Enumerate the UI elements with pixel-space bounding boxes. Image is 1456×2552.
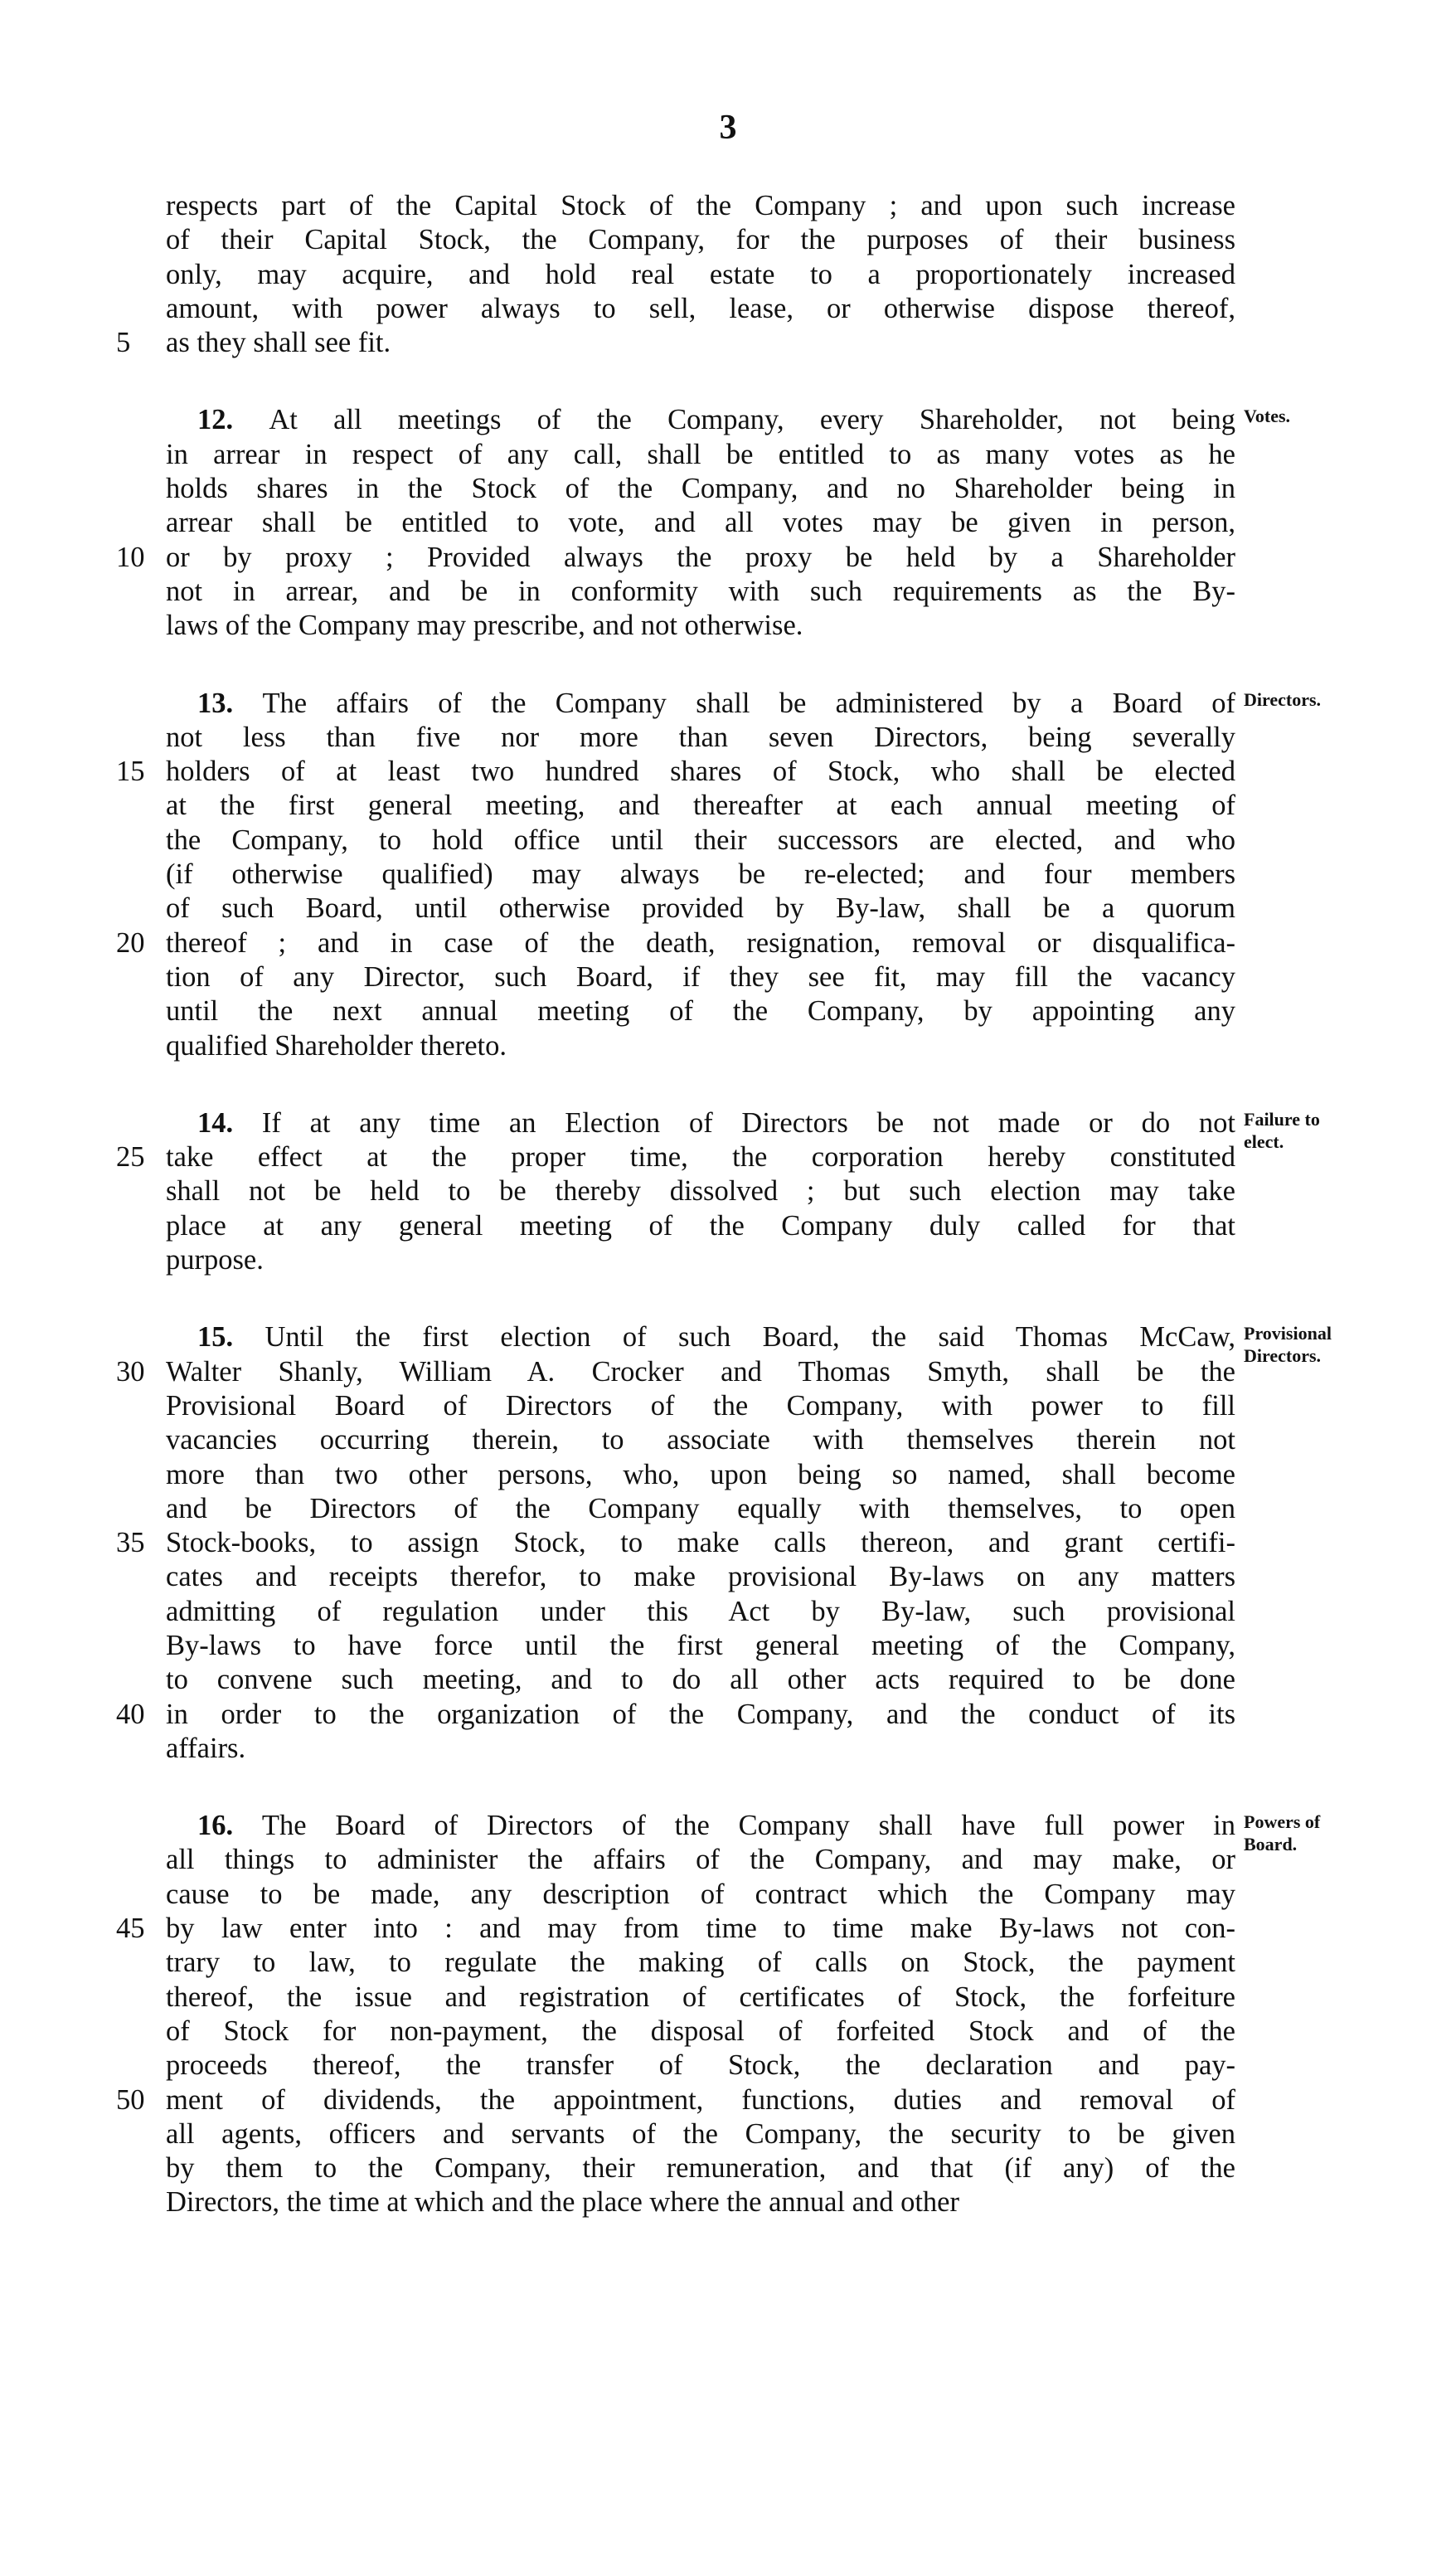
- text-line: [116, 1355, 1235, 1389]
- text-line: [166, 258, 1235, 292]
- section-number: 15.: [197, 1321, 265, 1354]
- text-line: [116, 326, 1235, 360]
- line-text: shall not be held to be thereby dissolved ; but such election may take: [166, 1175, 1235, 1208]
- line-text: arrear shall be entitled to vote, and all votes may be given in person,: [166, 507, 1235, 539]
- text-line: [166, 1878, 1235, 1912]
- text-line: [166, 2049, 1235, 2083]
- line-text: of their Capital Stock, the Company, for the purposes of their business: [166, 224, 1235, 256]
- line-text: only, may acquire, and hold real estate to a proportionately increased: [166, 258, 1235, 290]
- line-text: holds shares in the Stock of the Company, and no Shareholder being in: [166, 473, 1235, 505]
- section-number: 14.: [197, 1106, 262, 1139]
- line-text: place at any general meeting of the Company duly called for that: [166, 1209, 1235, 1242]
- section-14: [116, 1106, 1320, 1277]
- line-text: qualified Shareholder thereto.: [166, 1029, 507, 1062]
- line-text: laws of the Company may prescribe, and not otherwise.: [166, 610, 803, 642]
- text-line: [166, 2117, 1235, 2151]
- text-line: [116, 755, 1235, 789]
- line-number: 40: [116, 1698, 145, 1730]
- text-line: [166, 472, 1235, 506]
- line-text: respects part of the Capital Stock of the Company ; and upon such increase: [166, 190, 1235, 221]
- line-text: vacancies occurring therein, to associate with themselves therein not: [166, 1424, 1235, 1456]
- text-line: [166, 1389, 1235, 1423]
- text-line: [166, 438, 1235, 472]
- line-text: in order to the organization of the Company, and the conduct of its: [166, 1698, 1235, 1730]
- line-text: by them to the Company, their remuneration, and that (if any) of the: [166, 2152, 1235, 2185]
- text-line: [166, 575, 1235, 609]
- text-line: [116, 1140, 1235, 1174]
- line-text: to convene such meeting, and to do all other acts required to be done: [166, 1664, 1235, 1696]
- section-13: [116, 687, 1322, 1063]
- section-number: 13.: [197, 687, 263, 719]
- line-text: proceeds thereof, the transfer of Stock, the declaration and pay-: [166, 2049, 1235, 2082]
- text-line: [166, 403, 1291, 437]
- page-number: 3: [719, 109, 737, 147]
- line-text: holders of at least two hundred shares of Stock, who shall be elected: [166, 756, 1235, 788]
- text-line: [166, 721, 1235, 755]
- line-text: ment of dividends, the appointment, functions, duties and removal of: [166, 2083, 1235, 2116]
- line-text: in arrear in respect of any call, shall be entitled to as many votes as he: [166, 438, 1235, 470]
- text-line: [166, 858, 1235, 892]
- line-number: 15: [116, 756, 145, 788]
- margin-note: Votes.: [1244, 406, 1291, 427]
- text-line: [116, 1912, 1235, 1946]
- text-line: [166, 892, 1235, 926]
- text-line: [166, 2015, 1235, 2049]
- text-line: [166, 1732, 1235, 1766]
- margin-note: Directors.: [1244, 688, 1322, 710]
- text-line: [166, 292, 1235, 326]
- line-text: the Company, to hold office until their successors are elected, and who: [166, 824, 1235, 856]
- text-line: [166, 1629, 1235, 1663]
- line-text: all agents, officers and servants of the Company, the security to be given: [166, 2117, 1235, 2150]
- line-text: Directors, the time at which and the place where the annual and other: [166, 2186, 959, 2219]
- line-text: Walter Shanly, William A. Crocker and Thomas Smyth, shall be the: [166, 1355, 1235, 1388]
- line-number: 30: [116, 1355, 145, 1388]
- text-line: [166, 789, 1235, 823]
- margin-note: Provisional Directors.: [1244, 1323, 1332, 1367]
- line-number: 25: [116, 1141, 145, 1174]
- line-text: The affairs of the Company shall be administered by a Board of: [262, 687, 1235, 719]
- text-line: [166, 824, 1235, 858]
- line-text: By-laws to have force until the first general meeting of the Company,: [166, 1629, 1235, 1661]
- text-line: [116, 926, 1235, 960]
- line-text: as they shall see fit.: [166, 327, 391, 359]
- line-text: The Board of Directors of the Company shall have full power in: [261, 1810, 1236, 1842]
- margin-note: Failure to elect.: [1244, 1108, 1320, 1152]
- line-text: more than two other persons, who, upon being so named, shall become: [166, 1458, 1235, 1490]
- line-number: 35: [116, 1527, 145, 1559]
- line-text: not in arrear, and be in conformity with such requirements as the By-: [166, 575, 1235, 607]
- line-text: If at any time an Election of Directors be not made or do not: [261, 1106, 1236, 1139]
- text-line: [116, 1698, 1235, 1732]
- text-line: [166, 687, 1322, 721]
- section-15: [116, 1320, 1332, 1766]
- text-line: [166, 1946, 1235, 1980]
- text-line: [166, 1843, 1235, 1877]
- text-line: [166, 1209, 1235, 1243]
- line-text: cates and receipts therefor, to make provisional By-laws on any matters: [166, 1561, 1235, 1593]
- text-line: [166, 1320, 1332, 1367]
- text-line: [116, 541, 1235, 575]
- section-number: 12.: [197, 404, 269, 436]
- text-line: [166, 994, 1235, 1028]
- text-line: [166, 506, 1235, 540]
- text-line: [166, 1423, 1235, 1457]
- text-line: [166, 960, 1235, 994]
- line-text: tion of any Director, such Board, if they see fit, may fill the vacancy: [166, 960, 1235, 993]
- text-line: [166, 609, 1235, 643]
- text-line: [166, 1595, 1235, 1629]
- line-number: 5: [116, 327, 131, 359]
- line-text: and be Directors of the Company equally with themselves, to open: [166, 1492, 1235, 1524]
- line-number: 20: [116, 926, 145, 959]
- line-text: not less than five nor more than seven Directors, being severally: [166, 721, 1235, 753]
- line-text: by law enter into : and may from time to time make By-laws not con-: [166, 1913, 1235, 1945]
- line-text: amount, with power always to sell, lease, or otherwise dispose thereof,: [166, 292, 1235, 324]
- text-line: [166, 223, 1235, 257]
- line-text: (if otherwise qualified) may always be re-elected; and four members: [166, 858, 1235, 891]
- section-number: 16.: [197, 1810, 262, 1842]
- line-text: take effect at the proper time, the corporation hereby constituted: [166, 1141, 1235, 1174]
- line-text: purpose.: [166, 1244, 264, 1276]
- line-number: 45: [116, 1913, 145, 1945]
- line-text: Until the first election of such Board, the said Thomas McCaw,: [265, 1321, 1235, 1354]
- line-number: 50: [116, 2083, 145, 2116]
- text-line: [166, 1560, 1235, 1594]
- line-text: of Stock for non-payment, the disposal of forfeited Stock and of the: [166, 2015, 1235, 2047]
- text-line: [116, 1526, 1235, 1560]
- section-16: [116, 1809, 1321, 2220]
- text-line: [166, 1809, 1321, 1855]
- text-line: [166, 1981, 1235, 2015]
- line-text: At all meetings of the Company, every Shareholder, not being: [269, 404, 1236, 436]
- text-line: [116, 2083, 1235, 2117]
- text-line: [166, 2151, 1235, 2185]
- line-text: thereof, the issue and registration of certificates of Stock, the forfeiture: [166, 1981, 1235, 2013]
- line-text: affairs.: [166, 1732, 246, 1764]
- line-text: admitting of regulation under this Act by By-law, such provisional: [166, 1595, 1235, 1627]
- text-line: [166, 1106, 1320, 1152]
- line-text: thereof ; and in case of the death, resignation, removal or disqualifica-: [166, 926, 1235, 959]
- text-line: [166, 2185, 1235, 2219]
- text-line: [166, 1663, 1235, 1697]
- text-line: [166, 189, 1235, 223]
- line-text: trary to law, to regulate the making of calls on Stock, the payment: [166, 1947, 1235, 1979]
- text-line: [166, 1029, 1235, 1063]
- section-continued: [116, 189, 1235, 360]
- line-text: at the first general meeting, and thereafter at each annual meeting of: [166, 790, 1235, 822]
- line-text: Provisional Board of Directors of the Company, with power to fill: [166, 1389, 1235, 1422]
- text-line: [166, 1492, 1235, 1526]
- line-text: until the next annual meeting of the Company, by appointing any: [166, 995, 1235, 1028]
- line-text: or by proxy ; Provided always the proxy be held by a Shareholder: [166, 541, 1235, 573]
- section-12: [116, 403, 1291, 643]
- text-line: [166, 1243, 1235, 1277]
- text-line: [166, 1458, 1235, 1492]
- text-line: [166, 1174, 1235, 1208]
- line-text: all things to administer the affairs of the Company, and may make, or: [166, 1844, 1235, 1876]
- line-number: 10: [116, 541, 145, 573]
- line-text: Stock-books, to assign Stock, to make calls thereon, and grant certifi-: [166, 1527, 1235, 1559]
- document-body: [116, 189, 1332, 2263]
- line-text: of such Board, until otherwise provided by By-law, shall be a quorum: [166, 892, 1235, 925]
- margin-note: Powers of Board.: [1244, 1811, 1321, 1855]
- line-text: cause to be made, any description of contract which the Company may: [166, 1878, 1235, 1910]
